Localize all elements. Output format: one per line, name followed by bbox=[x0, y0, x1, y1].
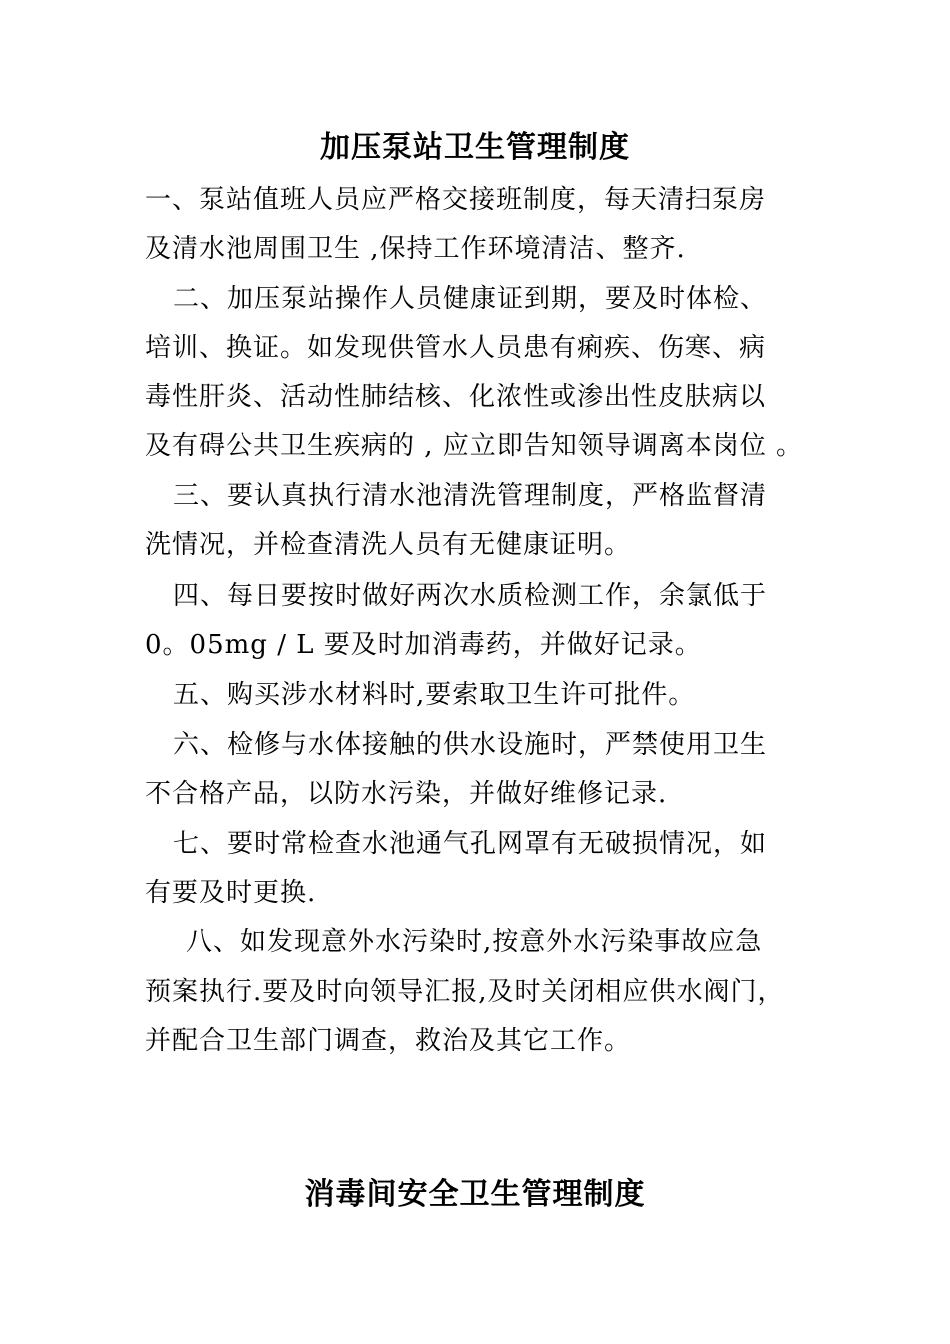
text-line-15: 有要及时更换. bbox=[145, 878, 317, 908]
text-line-1: 一、泵站值班人员应严格交接班制度，每天清扫泵房 bbox=[145, 185, 767, 215]
text-line-11: 五、购买涉水材料时,要索取卫生许可批件。 bbox=[173, 680, 696, 710]
text-line-18: 并配合卫生部门调查，救治及其它工作。 bbox=[145, 1026, 632, 1056]
text-line-12: 六、检修与水体接触的供水设施时，严禁使用卫生 bbox=[173, 730, 768, 760]
text-line-4: 培训、换证。如发现供管水人员患有痢疾、伤寒、病 bbox=[145, 333, 767, 363]
text-line-7: 三、要认真执行清水池清洗管理制度，严格监督清 bbox=[173, 481, 768, 511]
document-title: 加压泵站卫生管理制度 bbox=[320, 130, 630, 165]
text-line-2: 及清水池周围卫生 ,保持工作环境清洁、整齐. bbox=[145, 234, 686, 264]
text-line-14: 七、要时常检查水池通气孔网罩有无破损情况，如 bbox=[173, 829, 768, 859]
text-line-16: 八、如发现意外水污染时,按意外水污染事故应急 bbox=[186, 927, 763, 957]
text-line-13: 不合格产品，以防水污染，并做好维修记录. bbox=[145, 779, 668, 809]
text-line-6: 及有碍公共卫生疾病的 , 应立即告知领导调离本岗位 。 bbox=[145, 431, 804, 461]
text-line-17: 预案执行.要及时向领导汇报,及时关闭相应供水阀门， bbox=[145, 977, 785, 1007]
next-section-title: 消毒间安全卫生管理制度 bbox=[304, 1177, 646, 1212]
text-line-10: 0。05mg / L 要及时加消毒药，并做好记录。 bbox=[145, 630, 702, 660]
text-line-8: 洗情况，并检查清洗人员有无健康证明。 bbox=[145, 530, 632, 560]
text-line-9: 四、每日要按时做好两次水质检测工作，余氯低于 bbox=[173, 581, 768, 611]
text-line-3: 二、加压泵站操作人员健康证到期，要及时体检、 bbox=[173, 284, 768, 314]
text-line-5: 毒性肝炎、活动性肺结核、化浓性或渗出性皮肤病以 bbox=[145, 382, 767, 412]
